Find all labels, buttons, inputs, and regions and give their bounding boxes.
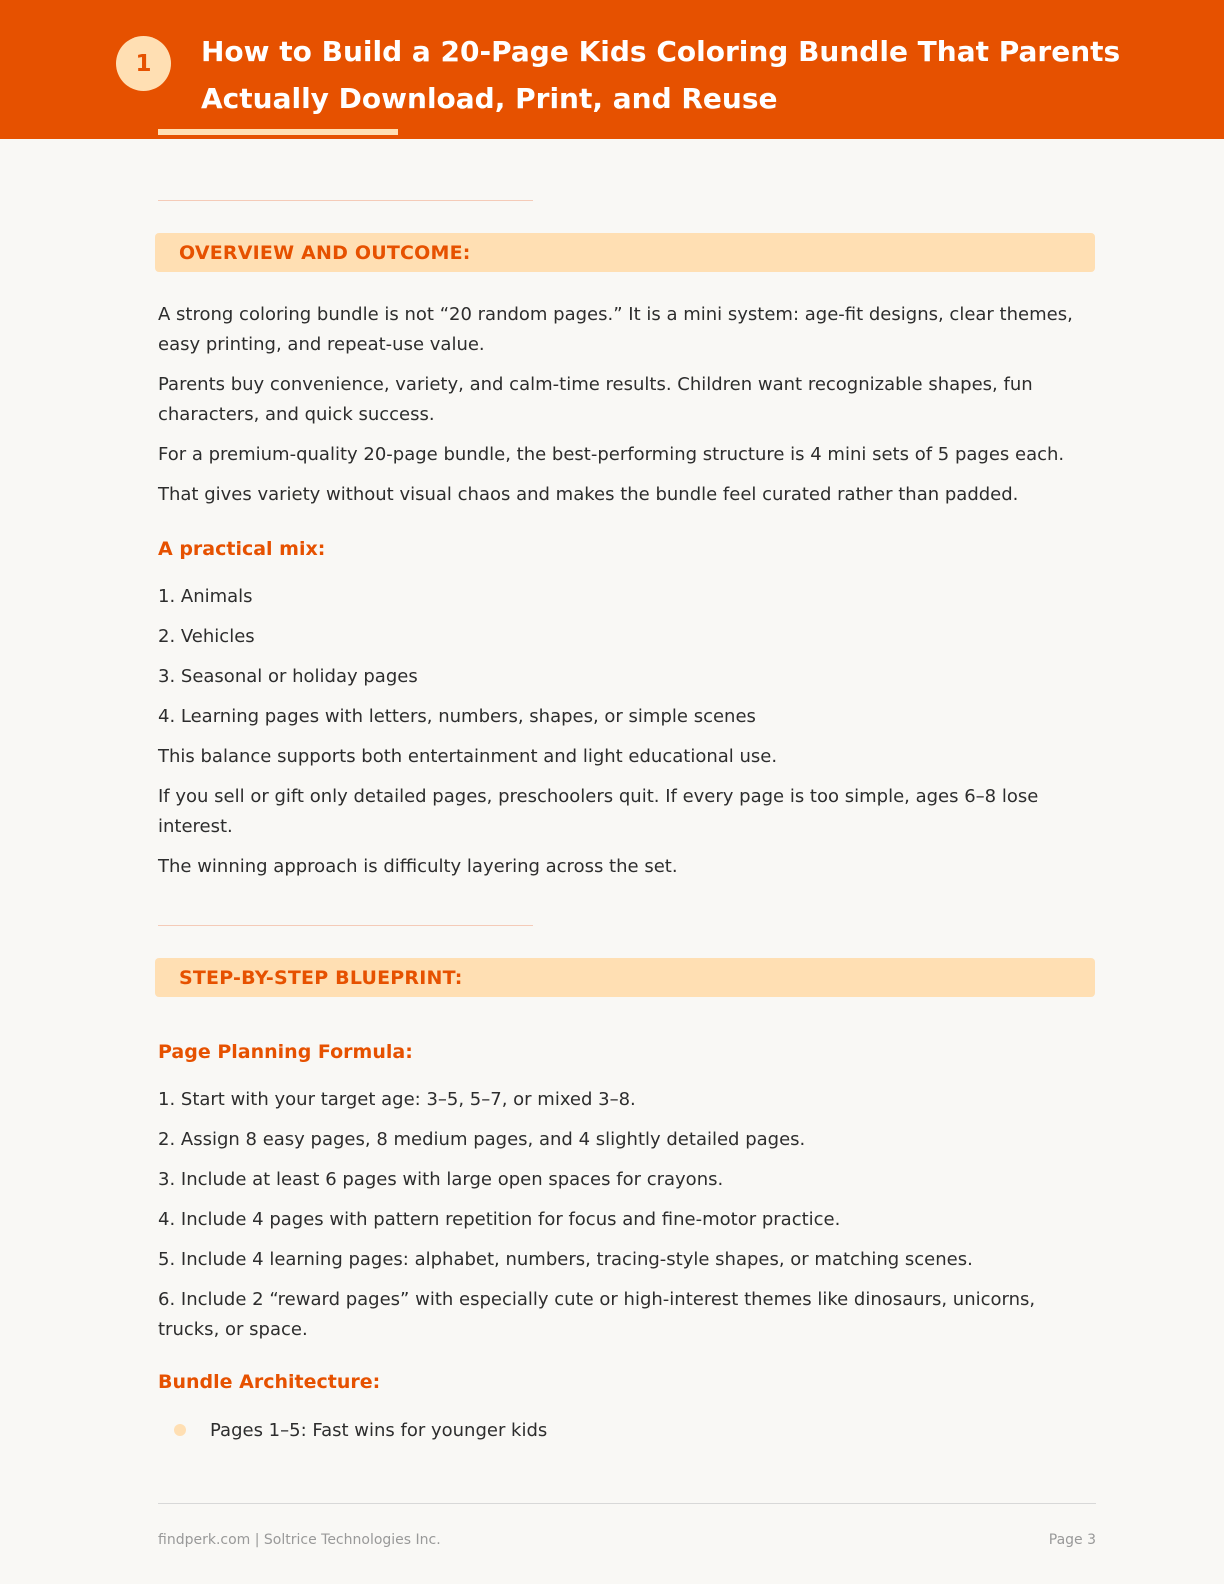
main-content: [158, 200, 1096, 1445]
footer-page-number: Page 3: [1048, 1532, 1096, 1548]
list-item: 1. Start with your target age: 3–5, 5–7, or mixed 3–8.: [158, 1089, 636, 1110]
paragraph: A strong coloring bundle is not “20 random pages.” It is a mini system: age-fit designs, clear themes, easy printing, and repeat-use value.: [158, 304, 1073, 355]
list-item: 2. Vehicles: [158, 626, 255, 647]
subheading-bundle-architecture: Bundle Architecture:: [158, 1371, 381, 1393]
list-item: 4. Include 4 pages with pattern repetition for focus and fine-motor practice.: [158, 1209, 841, 1230]
bullet-text: Pages 1–5: Fast wins for younger kids: [210, 1419, 548, 1441]
chapter-title-line-1: How to Build a 20-Page Kids Coloring Bundle That Parents: [201, 35, 1121, 68]
paragraph: Parents buy convenience, variety, and calm-time results. Children want recognizable shapes, fun characters, and quick success.: [158, 374, 1033, 425]
title-accent-underline: [158, 129, 398, 135]
paragraph: That gives variety without visual chaos and makes the bundle feel curated rather than padded.: [158, 484, 1019, 505]
bullet-list-item: [158, 1415, 1096, 1445]
section-heading-label: STEP-BY-STEP BLUEPRINT:: [179, 966, 463, 989]
chapter-number-badge: 1: [116, 36, 171, 91]
chapter-header: [0, 0, 1224, 139]
list-item: 2. Assign 8 easy pages, 8 medium pages, and 4 slightly detailed pages.: [158, 1129, 806, 1150]
section-heading-blueprint: [155, 958, 1095, 997]
chapter-title-line-2: Actually Download, Print, and Reuse: [201, 82, 778, 115]
paragraph: The winning approach is difficulty layering across the set.: [158, 856, 678, 877]
list-item: 3. Seasonal or holiday pages: [158, 666, 418, 687]
section-divider: [158, 925, 533, 926]
paragraph: For a premium-quality 20-page bundle, the best-performing structure is 4 mini sets of 5 pages each.: [158, 444, 1065, 465]
paragraph: If you sell or gift only detailed pages, preschoolers quit. If every page is too simple, ages 6–8 lose interest.: [158, 786, 1039, 837]
subheading-page-planning-formula: Page Planning Formula:: [158, 1041, 413, 1063]
chapter-title: [201, 28, 1181, 122]
paragraph: This balance supports both entertainment and light educational use.: [158, 746, 778, 767]
section-heading-label: OVERVIEW AND OUTCOME:: [179, 241, 471, 264]
list-item: 5. Include 4 learning pages: alphabet, numbers, tracing-style shapes, or matching scenes.: [158, 1249, 973, 1270]
list-item: 6. Include 2 “reward pages” with especially cute or high-interest themes like dinosaurs, unicorns, trucks, or space.: [158, 1289, 1036, 1340]
list-item: 4. Learning pages with letters, numbers, shapes, or simple scenes: [158, 706, 756, 727]
list-item: 3. Include at least 6 pages with large open spaces for crayons.: [158, 1169, 724, 1190]
footer-publisher: findperk.com | Soltrice Technologies Inc.: [158, 1532, 441, 1548]
subheading-practical-mix: A practical mix:: [158, 538, 326, 560]
section-divider: [158, 200, 533, 201]
section-heading-overview: [155, 233, 1095, 272]
footer-divider: [158, 1503, 1096, 1504]
list-item: 1. Animals: [158, 586, 253, 607]
bullet-dot-icon: [174, 1424, 186, 1436]
